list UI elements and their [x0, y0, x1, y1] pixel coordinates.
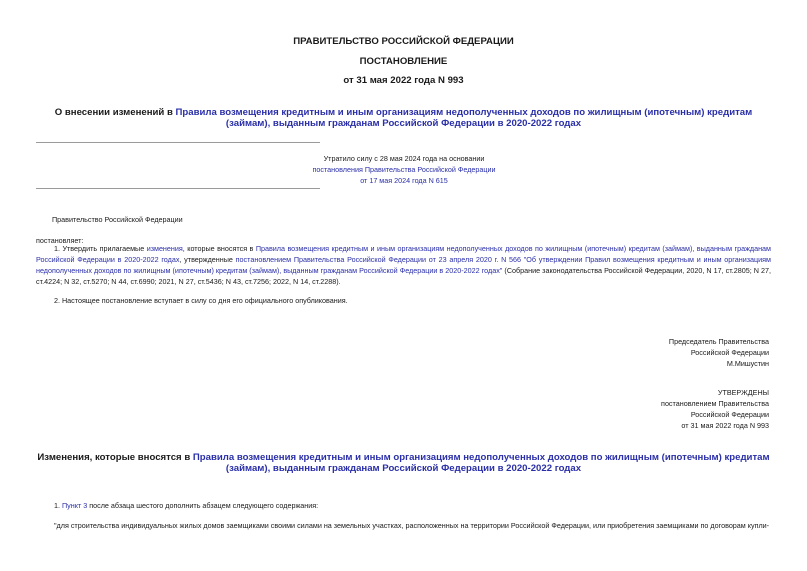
paragraph-1-text-d: (Собрание законодательства Российской Федерации, 2020, N 17, ст.2805; N 27, ст.4224; N 32, ст.5270; N 44, ст.6990; 2021, N 27, ст.5436; N 43, ст.7256; 2022, N 14, ст.2288). [36, 266, 772, 286]
approval-heading: УТВЕРЖДЕНЫ [717, 388, 769, 397]
expired-resolution-date-link[interactable]: от 17 мая 2024 года N 615 [360, 176, 448, 185]
paragraph-2: 2. Настоящее постановление вступает в силу со дня его официального опубликования. [54, 296, 348, 305]
changes-title [36, 452, 771, 474]
rules-link-inline[interactable]: Правила возмещения кредитным и иным организациям недополученных доходов по жилищным (ипотечным) кредитам (займам), выданным гражданам Российской Федерации в 2020-2022 годах [36, 244, 771, 264]
paragraph-1-text-b: , которые вносятся в [182, 244, 256, 253]
item-1-number: 1. [54, 501, 62, 510]
divider-bottom [36, 188, 320, 189]
rules-link[interactable]: Правила возмещения кредитным и иным организациям недополученных доходов по жилищным (ипотечным) кредитам (займам), выданным гражданам Российской Федерации в 2020-2022 годах [175, 107, 753, 129]
document-date-number: от 31 мая 2022 года N 993 [343, 75, 464, 86]
document-type-heading: ПОСТАНОВЛЕНИЕ [359, 56, 448, 67]
expired-notice-text: Утратило силу с 28 мая 2024 года на основании [323, 154, 485, 163]
resolution-566-link[interactable]: постановлением Правительства Российской Федерации от 23 апреля 2020 г. N 566 "Об утверждении Правил возмещения кредитным и иным организациям недополученных доходов по жилищным (ипотечным) кредитам (займам), выданным гражданам Российской Федерации в 2020-2022 годах" [36, 255, 771, 275]
paragraph-1-text-a: 1. Утвердить прилагаемые [54, 244, 147, 253]
item-1-text: после абзаца шестого дополнить абзацем следующего содержания: [87, 501, 319, 510]
signature-block [669, 336, 769, 369]
expired-notice [300, 153, 508, 186]
paragraph-1 [36, 243, 771, 287]
changes-rules-link[interactable]: Правила возмещения кредитным и иным организациям недополученных доходов по жилищным (ипотечным) кредитам (займам), выданным гражданам Российской Федерации в 2020-2022 годах [192, 452, 770, 474]
divider-top [36, 142, 320, 143]
document-title-prefix: О внесении изменений в [54, 107, 176, 118]
changes-link[interactable]: изменения [146, 244, 183, 253]
approval-date: от 31 мая 2022 года N 993 [681, 421, 769, 430]
resolves-word: постановляет: [36, 236, 84, 245]
approval-block [661, 387, 769, 431]
signature-name: М.Мишустин [726, 359, 769, 368]
item-1 [54, 500, 318, 511]
quoted-addition: "для строительства индивидуальных жилых домов заемщиками своими силами на земельных участках, расположенных на территории Российской Федерации, или приобретения заемщиками по договорам купли- [54, 521, 770, 530]
government-heading: ПРАВИТЕЛЬСТВО РОССИЙСКОЙ ФЕДЕРАЦИИ [293, 36, 514, 47]
clause-3-link[interactable]: Пункт 3 [62, 501, 88, 510]
approval-by: постановлением Правительства [661, 399, 769, 408]
government-subject: Правительство Российской Федерации [52, 215, 183, 224]
document-title [36, 107, 771, 129]
changes-title-prefix: Изменения, которые вносятся в [37, 452, 193, 463]
paragraph-1-text-c: , утвержденные [179, 255, 236, 264]
signature-org: Российской Федерации [690, 348, 769, 357]
approval-org: Российской Федерации [690, 410, 769, 419]
expired-resolution-link[interactable]: постановления Правительства Российской Федерации [312, 165, 496, 174]
signature-title: Председатель Правительства [668, 337, 769, 346]
